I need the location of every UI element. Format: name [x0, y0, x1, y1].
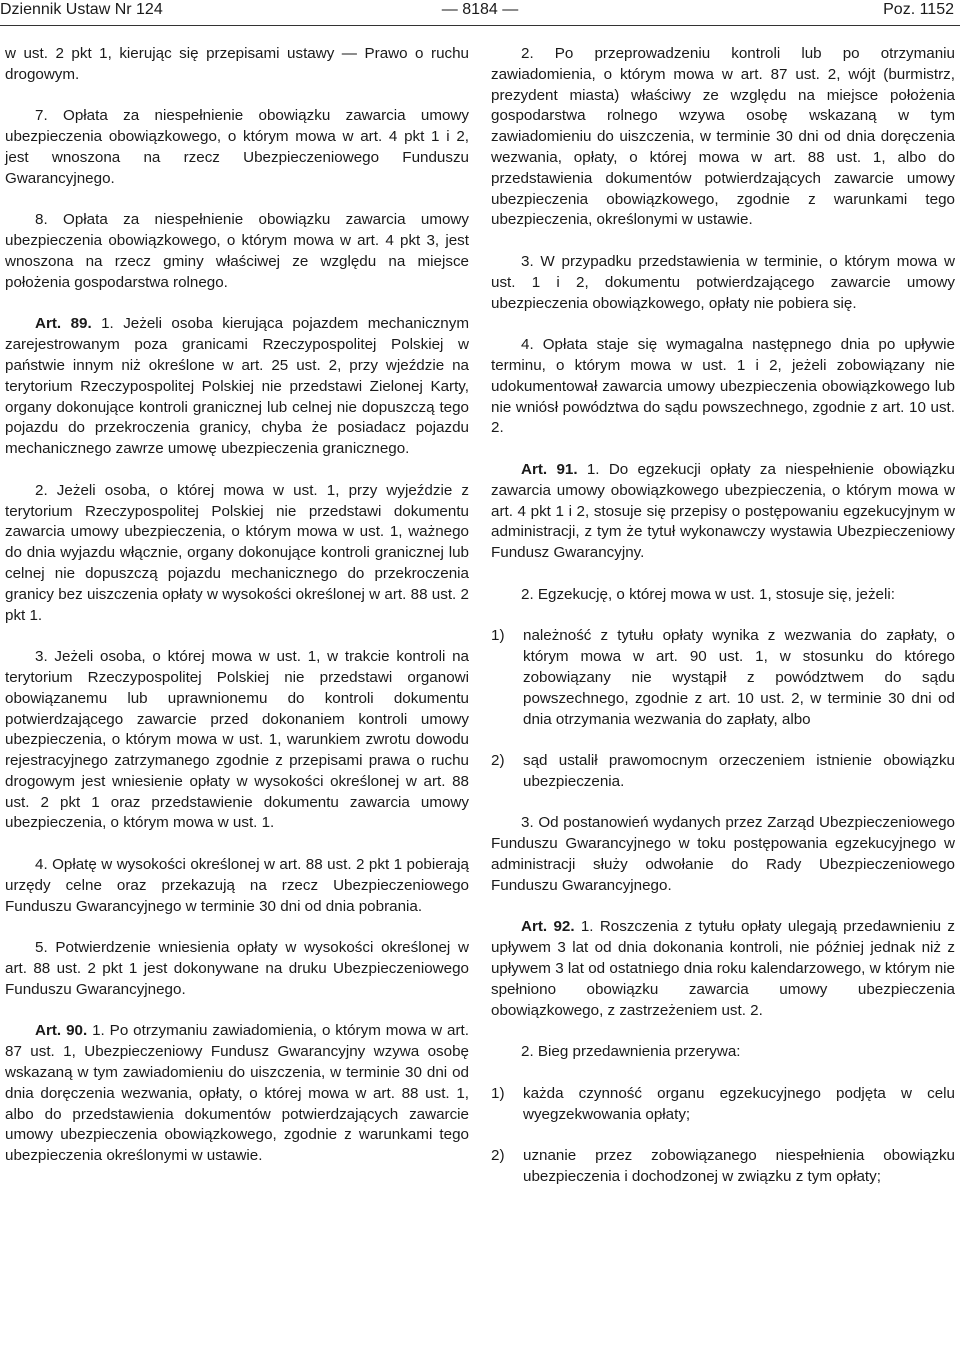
article-92-list: [491, 1084, 955, 1188]
article-91-text-1: 1. Do egzekucji opłaty za niespełnienie obowiązku zawarcia umowy obowiązkowego ubezpieczenia, o którym mowa w art. 4 pkt 1 i 2, stosuje się przepisy o postępowaniu egzekucyjnym w administracji, z tym że tytuł wykonawczy wystawia Ubezpieczeniowy Fundusz Gwarancyjny.: [491, 460, 955, 562]
list-item-text: uznanie przez zobowiązanego niespełnienia obowiązku ubezpieczenia i dochodzonej w związku z tym opłaty;: [523, 1147, 955, 1186]
article-90-section-1: [5, 1021, 469, 1167]
article-89-section-2: 2. Jeżeli osoba, o której mowa w ust. 1, przy wyjeździe z terytorium Rzeczypospolitej Polskiej nie przedstawi dokumentu zawarcia umowy ubezpieczenia, o którym mowa w ust. 1, ważnego do dnia wyjazdu włącznie, organy dokonujące kontroli granicznej lub celnej nie dopuszczą pojazdu mechanicznego do przekroczenia granicy bez uiszczenia opłaty w wysokości określonej w art. 88 ust. 2 pkt 1.: [5, 481, 469, 624]
article-90-section-3: 3. W przypadku przedstawienia w terminie, o którym mowa w ust. 1 i 2, dokumentu potwierdzającego zawarcie umowy ubezpieczenia obowiązkowego, opłaty nie pobiera się.: [491, 252, 955, 312]
list-item: [491, 626, 955, 730]
article-89-section-4: 4. Opłatę w wysokości określonej w art. 88 ust. 2 pkt 1 pobierają urzędy celne oraz przekazują na rzecz Ubezpieczeniowego Funduszu Gwarancyjnego w terminie 30 dni od dnia pobrania.: [5, 856, 469, 915]
list-item-number: 1): [491, 627, 505, 645]
article-92-label: Art. 92.: [521, 918, 575, 936]
list-item-number: 2): [491, 1147, 505, 1165]
left-column: [5, 44, 469, 1188]
article-91-label: Art. 91.: [521, 460, 578, 478]
right-column: [491, 44, 955, 1209]
article-89-text-1: 1. Jeżeli osoba kierująca pojazdem mechanicznym zarejestrowanym poza granicami Rzeczypospolitej Polskiej w państwie innym niż określone w art. 25 ust. 2, przy wjeździe na terytorium Rzeczypospolitej Polskiej nie przedstawi Zielonej Karty, organy dokonujące kontroli granicznej lub celnej nie dopuszczą tego pojazdu do przekroczenia granicy, chyba że posiadacz pojazdu mechanicznego zawrze umowę ubezpieczenia granicznego.: [5, 315, 469, 458]
article-91-section-1: [491, 460, 955, 564]
article-91-list: [491, 626, 955, 792]
journal-title: Dziennik Ustaw Nr 124: [0, 1, 163, 18]
paragraph-art88-8: 8. Opłata za niespełnienie obowiązku zawarcia umowy ubezpieczenia obowiązkowego, o którym mowa w art. 4 pkt 3, jest wnoszona na rzecz gminy właściwej ze względu na miejsce położenia gospodarstwa rolnego.: [5, 211, 469, 291]
article-90-section-4: 4. Opłata staje się wymagalna następnego dnia po upływie terminu, o którym mowa w ust. 1 i 2, jeżeli zobowiązany nie udokumentował zawarcia umowy ubezpieczenia obowiązkowego lub nie wniósł powództwa do sądu powszechnego, zgodnie z art. 10 ust. 2.: [491, 336, 955, 437]
article-89-label: Art. 89.: [35, 315, 92, 333]
article-90-label: Art. 90.: [35, 1022, 88, 1040]
page-header: [0, 0, 960, 24]
paragraph-art88-7: 7. Opłata za niespełnienie obowiązku zawarcia umowy ubezpieczenia obowiązkowego, o którym mowa w art. 4 pkt 1 i 2, jest wnoszona na rzecz Ubezpieczeniowego Funduszu Gwarancyjnego.: [5, 107, 469, 187]
list-item: [491, 751, 955, 793]
article-91-section-2: 2. Egzekucję, o której mowa w ust. 1, stosuje się, jeżeli:: [521, 585, 895, 603]
article-92-section-2: 2. Bieg przedawnienia przerywa:: [521, 1043, 741, 1061]
article-90-text-1: 1. Po otrzymaniu zawiadomienia, o którym mowa w art. 87 ust. 1, Ubezpieczeniowy Fundusz Gwarancyjny wzywa osobę wskazaną w tym zawiadomieniu do uiszczenia, w terminie 30 dni od dnia doręczenia wezwania, opłaty, o której mowa w art. 88 ust. 1, albo do przedstawienia dokumentów potwierdzających zawarcie umowy ubezpieczenia obowiązkowego, zgodnie z warunkami tego ubezpieczenia określonymi w ustawie.: [5, 1022, 469, 1165]
article-89-section-3: 3. Jeżeli osoba, o której mowa w ust. 1, w trakcie kontroli na terytorium Rzeczypospolitej Polskiej nie przedstawi organowi obowiązanemu lub uprawnionemu do kontroli dokumentu potwierdzającego zawarcie przed dokonaniem kontroli umowy ubezpieczenia, o którym mowa w ust. 1, warunkiem zwrotu dowodu rejestracyjnego zatrzymanego zgodnie z przepisami prawa o ruchu drogowym jest wniesienie opłaty w wysokości określonej w art. 88 ust. 2 pkt 1 oraz przedstawienie dokumentu zawarcia umowy ubezpieczenia, o którym mowa w ust. 1.: [5, 648, 469, 832]
article-91-section-3: 3. Od postanowień wydanych przez Zarząd Ubezpieczeniowego Funduszu Gwarancyjnego w toku postępowania egzekucyjnego w administracji służy odwołanie do Rady Ubezpieczeniowego Funduszu Gwarancyjnego.: [491, 814, 955, 894]
position-number: Poz. 1152: [883, 1, 954, 18]
list-item-text: należność z tytułu opłaty wynika z wezwania do zapłaty, o którym mowa w art. 90 ust. 1, w stosunku do którego zobowiązany nie wystąpił z powództwem do sądu powszechnego, zgodnie z art. 10 ust. 2, w terminie 30 dni od dnia otrzymania wezwania do zapłaty, albo: [523, 627, 955, 728]
list-item: [491, 1084, 955, 1126]
article-89-section-1: [5, 314, 469, 460]
list-item-number: 2): [491, 752, 505, 770]
list-item-text: sąd ustalił prawomocnym orzeczeniem istnienie obowiązku ubezpieczenia.: [523, 752, 955, 790]
article-90-section-2: 2. Po przeprowadzeniu kontroli lub po otrzymaniu zawiadomienia, o którym mowa w art. 87 ust. 2, wójt (burmistrz, prezydent miasta) właściwy ze względu na miejsce położenia gospodarstwa rolnego wzywa osobę wskazaną w tym zawiadomieniu do uiszczenia, w terminie 30 dni od dnia doręczenia wezwania, opłaty, o której mowa w art. 88 ust. 1, albo do przedstawienia dokumentów potwierdzających zawarcie umowy ubezpieczenia obowiązkowego, zgodnie z warunkami tego ubezpieczenia, określonymi w ustawie.: [491, 45, 955, 229]
list-item-text: każda czynność organu egzekucyjnego podjęta w celu wyegzekwowania opłaty;: [523, 1084, 955, 1123]
page-number: — 8184 —: [441, 1, 519, 18]
list-item: [491, 1146, 955, 1188]
header-divider: [0, 25, 960, 26]
article-92-text-1: 1. Roszczenia z tytułu opłaty ulegają przedawnieniu z upływem 3 lat od dnia dokonania kontroli, nie później jednak niż z upływem 3 lat od ostatniego dnia roku kalendarzowego, w którym nie spełniono obowiązku zawarcia umowy ubezpieczenia obowiązkowego, z zastrzeżeniem ust. 2.: [491, 918, 955, 1019]
list-item-number: 1): [491, 1084, 505, 1102]
article-89-section-5: 5. Potwierdzenie wniesienia opłaty w wysokości określonej w art. 88 ust. 2 pkt 1 jest dokonywane na druku Ubezpieczeniowego Funduszu Gwarancyjnego.: [5, 939, 469, 998]
paragraph-continuation: w ust. 2 pkt 1, kierując się przepisami ustawy — Prawo o ruchu drogowym.: [5, 45, 469, 83]
article-92-section-1: [491, 917, 955, 1021]
